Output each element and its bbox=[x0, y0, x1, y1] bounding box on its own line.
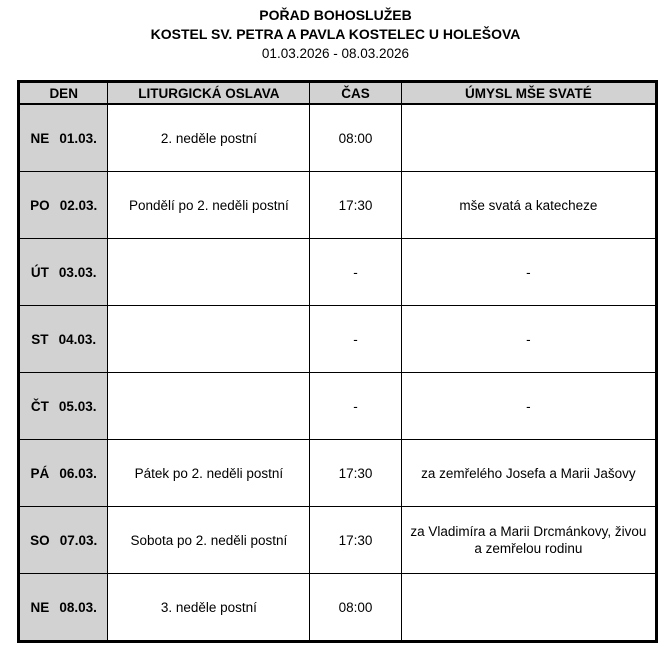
day-cell bbox=[19, 574, 108, 642]
celebration-cell: 3. neděle postní bbox=[108, 574, 310, 642]
day-abbrev: ÚT bbox=[30, 264, 49, 280]
table-row bbox=[19, 306, 657, 373]
intention-cell: za zemřelého Josefa a Marii Jašovy bbox=[401, 440, 656, 507]
intention-cell bbox=[401, 104, 656, 172]
time-cell: 08:00 bbox=[310, 574, 401, 642]
col-header-day: DEN bbox=[19, 82, 108, 105]
date-range: 01.03.2026 - 08.03.2026 bbox=[261, 46, 410, 61]
day-abbrev: ST bbox=[31, 331, 49, 347]
day-abbrev: NE bbox=[30, 130, 50, 146]
day-abbrev: ČT bbox=[30, 398, 49, 414]
day-date: 03.03. bbox=[58, 264, 97, 280]
time-cell: 17:30 bbox=[310, 440, 401, 507]
day-cell bbox=[19, 104, 108, 172]
celebration-cell bbox=[108, 239, 310, 306]
day-cell bbox=[19, 306, 108, 373]
day-date: 06.03. bbox=[59, 465, 97, 481]
day-cell bbox=[19, 373, 108, 440]
celebration-cell: 2. neděle postní bbox=[108, 104, 310, 172]
day-cell bbox=[19, 172, 108, 239]
table-row bbox=[19, 172, 657, 239]
day-date: 01.03. bbox=[59, 130, 97, 146]
day-abbrev: SO bbox=[30, 532, 50, 548]
page-title: POŘAD BOHOSLUŽEB bbox=[259, 7, 412, 23]
intention-cell: mše svatá a katecheze bbox=[401, 172, 656, 239]
day-cell bbox=[19, 239, 108, 306]
day-abbrev: PO bbox=[30, 197, 50, 213]
day-cell bbox=[19, 440, 108, 507]
time-cell: - bbox=[310, 373, 401, 440]
celebration-cell bbox=[108, 306, 310, 373]
day-abbrev: PÁ bbox=[30, 465, 50, 481]
table-row bbox=[19, 440, 657, 507]
intention-cell: - bbox=[401, 239, 656, 306]
intention-cell: - bbox=[401, 306, 656, 373]
day-date: 04.03. bbox=[58, 331, 97, 347]
col-header-celebration: LITURGICKÁ OSLAVA bbox=[108, 82, 310, 105]
time-cell: 17:30 bbox=[310, 507, 401, 574]
intention-cell bbox=[401, 574, 656, 642]
table-row bbox=[19, 104, 657, 172]
page-subtitle: KOSTEL SV. PETRA A PAVLA KOSTELEC U HOLEŠOVA bbox=[150, 26, 521, 42]
schedule-table bbox=[17, 80, 658, 643]
table-row bbox=[19, 574, 657, 642]
table-row bbox=[19, 507, 657, 574]
celebration-cell: Pondělí po 2. neděli postní bbox=[108, 172, 310, 239]
table-row bbox=[19, 239, 657, 306]
time-cell: - bbox=[310, 306, 401, 373]
title-block bbox=[0, 0, 671, 63]
day-date: 08.03. bbox=[59, 599, 97, 615]
intention-cell: - bbox=[401, 373, 656, 440]
table-row bbox=[19, 373, 657, 440]
day-abbrev: NE bbox=[30, 599, 50, 615]
day-date: 07.03. bbox=[59, 532, 98, 548]
day-cell bbox=[19, 507, 108, 574]
col-header-time: ČAS bbox=[310, 82, 401, 105]
time-cell: 08:00 bbox=[310, 104, 401, 172]
intention-cell: za Vladimíra a Marii Drcmánkovy, živou a zemřelou rodinu bbox=[401, 507, 656, 574]
col-header-intention: ÚMYSL MŠE SVATÉ bbox=[401, 82, 656, 105]
table-header-row bbox=[19, 82, 657, 105]
time-cell: 17:30 bbox=[310, 172, 401, 239]
celebration-cell bbox=[108, 373, 310, 440]
day-date: 05.03. bbox=[58, 398, 97, 414]
celebration-cell: Pátek po 2. neděli postní bbox=[108, 440, 310, 507]
celebration-cell: Sobota po 2. neděli postní bbox=[108, 507, 310, 574]
day-date: 02.03. bbox=[59, 197, 98, 213]
time-cell: - bbox=[310, 239, 401, 306]
